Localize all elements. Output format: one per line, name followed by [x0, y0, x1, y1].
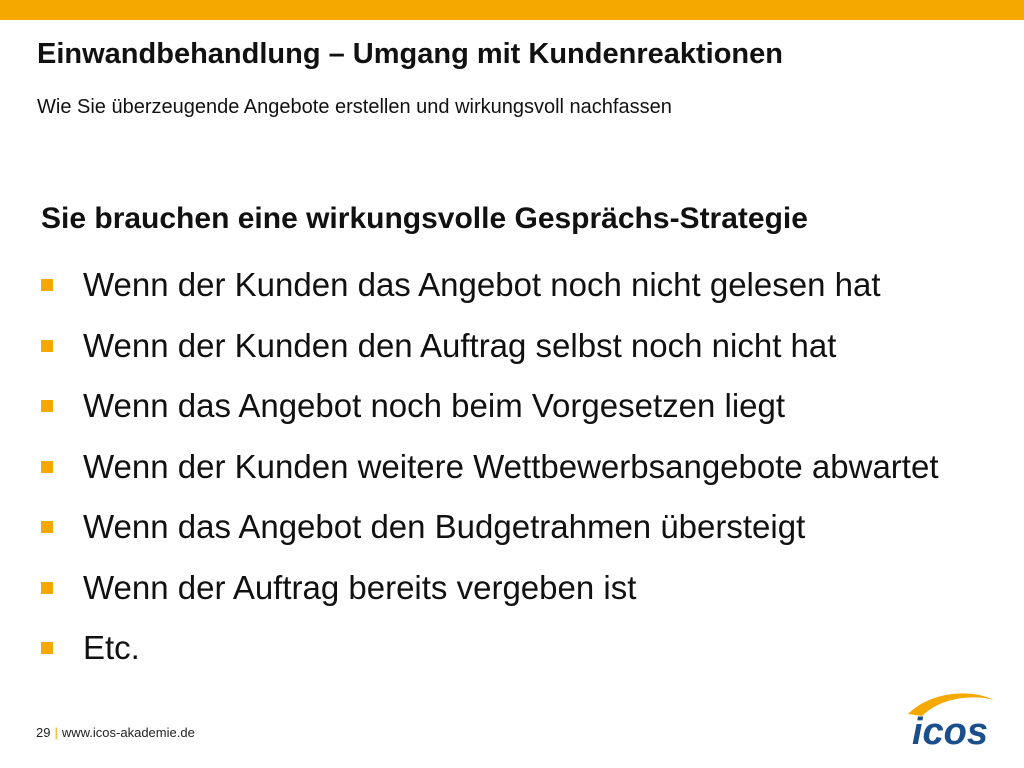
icos-logo — [900, 686, 1000, 754]
square-bullet-icon — [41, 279, 53, 291]
page-number: 29 — [36, 725, 51, 740]
bullet-text: Wenn der Kunden das Angebot noch nicht gelesen hat — [83, 266, 881, 303]
bullet-item — [41, 323, 939, 384]
bullet-item — [41, 444, 939, 505]
bullet-item — [41, 625, 939, 686]
logo-text: icos — [911, 711, 989, 753]
bullet-text: Wenn der Auftrag bereits vergeben ist — [83, 568, 637, 606]
square-bullet-icon — [41, 521, 53, 533]
bullet-text: Etc. — [83, 629, 140, 666]
bullet-text: Wenn das Angebot den Budgetrahmen übersteigt — [83, 508, 806, 545]
square-bullet-icon — [41, 461, 53, 473]
footer — [36, 725, 195, 740]
bullet-list — [41, 262, 939, 686]
bullet-item — [41, 262, 939, 323]
bullet-item — [41, 504, 939, 565]
bullet-item — [41, 383, 939, 444]
bullet-item — [41, 565, 939, 626]
bullet-text: Wenn das Angebot noch beim Vorgesetzen liegt — [83, 387, 786, 424]
square-bullet-icon — [41, 340, 53, 352]
top-accent-bar — [0, 0, 1024, 20]
square-bullet-icon — [41, 582, 53, 594]
bullet-text: Wenn der Kunden den Auftrag selbst noch nicht hat — [83, 326, 837, 364]
slide-subtitle: Wie Sie überzeugende Angebote erstellen und wirkungsvoll nachfassen — [37, 96, 672, 118]
footer-website-link[interactable]: www.icos-akademie.de — [61, 725, 195, 740]
square-bullet-icon — [41, 400, 53, 412]
footer-separator: | — [54, 725, 58, 740]
section-heading: Sie brauchen eine wirkungsvolle Gesprächs-Strategie — [41, 202, 808, 235]
bullet-text: Wenn der Kunden weitere Wettbewerbsangebote abwartet — [83, 447, 939, 485]
square-bullet-icon — [41, 642, 53, 654]
slide-title: Einwandbehandlung – Umgang mit Kundenreaktionen — [37, 38, 783, 70]
